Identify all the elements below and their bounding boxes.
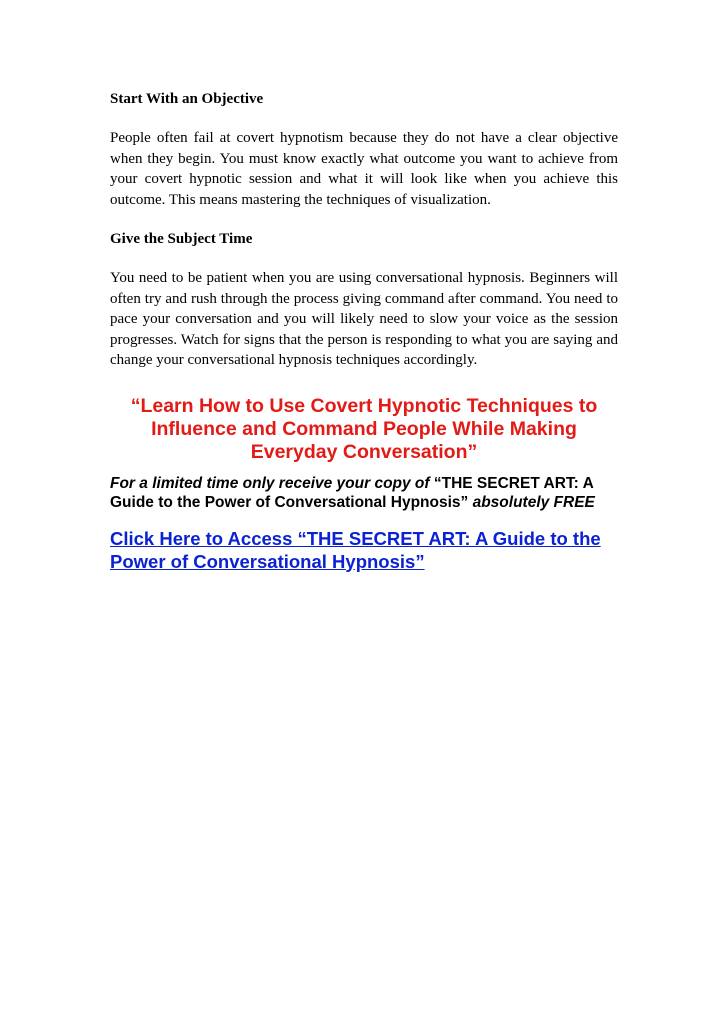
offer-book-title: “THE SECRET ART: A Guide to the Power of Conversational Hypnosis”	[110, 474, 594, 511]
promo-title: “Learn How to Use Covert Hypnotic Techniques to Influence and Command People While Making Everyday Conversation”	[130, 394, 598, 463]
section-body-objective: People often fail at covert hypnotism because they do not have a clear objective when they begin. You must know exactly what outcome you want to achieve from your covert hypnotic session and what it will look like when you achieve this outcome. This means mastering the techniques of visualization.	[110, 130, 618, 208]
section-heading-objective: Start With an Objective	[110, 91, 264, 107]
section-heading-subject-time: Give the Subject Time	[110, 231, 253, 247]
offer-prefix: For a limited time only receive your copy of	[110, 474, 434, 492]
document-page	[110, 88, 618, 573]
offer-suffix: absolutely FREE	[472, 494, 595, 511]
offer-text	[110, 474, 618, 513]
section-body-subject-time: You need to be patient when you are using conversational hypnosis. Beginners will often try and rush through the process giving command after command. You need to pace your conversation and you will likely need to slow your voice as the session progresses. Watch for signs that the person is responding to what you are saying and change your conversational hypnosis techniques accordingly.	[110, 270, 618, 368]
access-guide-link[interactable]: Click Here to Access “THE SECRET ART: A Guide to the Power of Conversational Hypnosis”	[110, 527, 601, 572]
